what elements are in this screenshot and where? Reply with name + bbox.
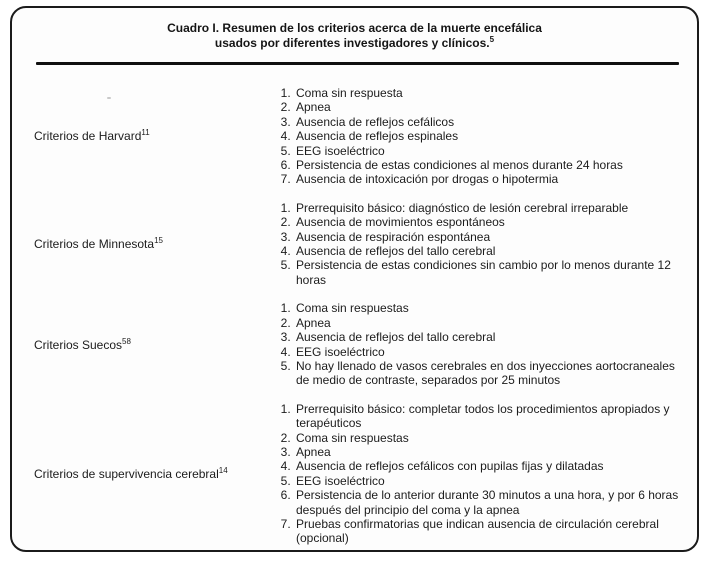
criteria-list: [266, 402, 683, 546]
criteria-item: 1. Coma sin respuestas: [294, 301, 683, 315]
criteria-item: 3. Ausencia de reflejos cefálicos: [294, 115, 683, 129]
title-reference: 5: [489, 35, 495, 44]
section-label: Criterios de Minnesota$^{15}$: [34, 236, 163, 252]
criteria-item: 6. Persistencia de lo anterior durante 30 minutos a una hora, y por 6 horas después del principio del coma y la apnea: [294, 488, 683, 517]
criteria-item: 3. Apnea: [294, 445, 683, 459]
label-reference: 11: [141, 128, 150, 138]
criteria-list: [266, 201, 683, 287]
table-title-line1: Cuadro I. Resumen de los criterios acerca de la muerte encefálica: [167, 21, 542, 35]
criteria-item: 5. EEG isoeléctrico: [294, 474, 683, 488]
criteria-item: 2. Apnea: [294, 100, 683, 114]
criteria-item: 1. Prerrequisito básico: completar todos los procedimientos apropiados y terapéuticos: [294, 402, 683, 431]
criteria-item: 7. Pruebas confirmatorias que indican ausencia de circulación cerebral (opcional): [294, 517, 683, 546]
criteria-item: 5. Persistencia de estas condiciones sin cambio por lo menos durante 12 horas: [294, 258, 683, 287]
label-reference: 15: [154, 236, 163, 246]
criteria-item: 5. EEG isoeléctrico: [294, 144, 683, 158]
section-label: Criterios de supervivencia cerebral$^{14}$: [34, 465, 228, 481]
table-title: [12, 21, 697, 51]
table-title-line2: usados por diferentes investigadores y clínicos.$^5$: [214, 35, 495, 50]
scan-speckle: [107, 97, 111, 99]
label-reference: 14: [218, 465, 228, 475]
criteria-item: 4. Ausencia de reflejos del tallo cerebral: [294, 244, 683, 258]
table-frame: [10, 6, 699, 552]
criteria-item: 4. EEG isoeléctrico: [294, 345, 683, 359]
criteria-list: [266, 86, 683, 187]
criteria-item: 1. Coma sin respuesta: [294, 86, 683, 100]
criteria-item: 6. Persistencia de estas condiciones al menos durante 24 horas: [294, 158, 683, 172]
label-reference: 58: [122, 336, 131, 346]
section-suecos: [34, 301, 683, 387]
criteria-item: 4. Ausencia de reflejos cefálicos con pupilas fijas y dilatadas: [294, 459, 683, 473]
criteria-item: 1. Prerrequisito básico: diagnóstico de lesión cerebral irreparable: [294, 201, 683, 215]
criteria-list: [266, 301, 683, 387]
criteria-item: 2. Coma sin respuestas: [294, 431, 683, 445]
section-harvard: [34, 86, 683, 187]
section-minnesota: [34, 201, 683, 287]
criteria-item: 7. Ausencia de intoxicación por drogas o hipotermia: [294, 172, 683, 186]
table-body: [12, 65, 697, 546]
criteria-item: 3. Ausencia de respiración espontánea: [294, 230, 683, 244]
section-label: Criterios Suecos$^{58}$: [34, 336, 131, 352]
criteria-item: 5. No hay llenado de vasos cerebrales en dos inyecciones aortocraneales de medio de contraste, separados por 25 minutos: [294, 359, 683, 388]
criteria-item: 3. Ausencia de reflejos del tallo cerebral: [294, 330, 683, 344]
criteria-item: 2. Ausencia de movimientos espontáneos: [294, 215, 683, 229]
criteria-item: 2. Apnea: [294, 316, 683, 330]
criteria-item: 4. Ausencia de reflejos espinales: [294, 129, 683, 143]
section-label: Criterios de Harvard$^{11}$: [34, 128, 150, 144]
section-supervivencia-cerebral: [34, 402, 683, 546]
